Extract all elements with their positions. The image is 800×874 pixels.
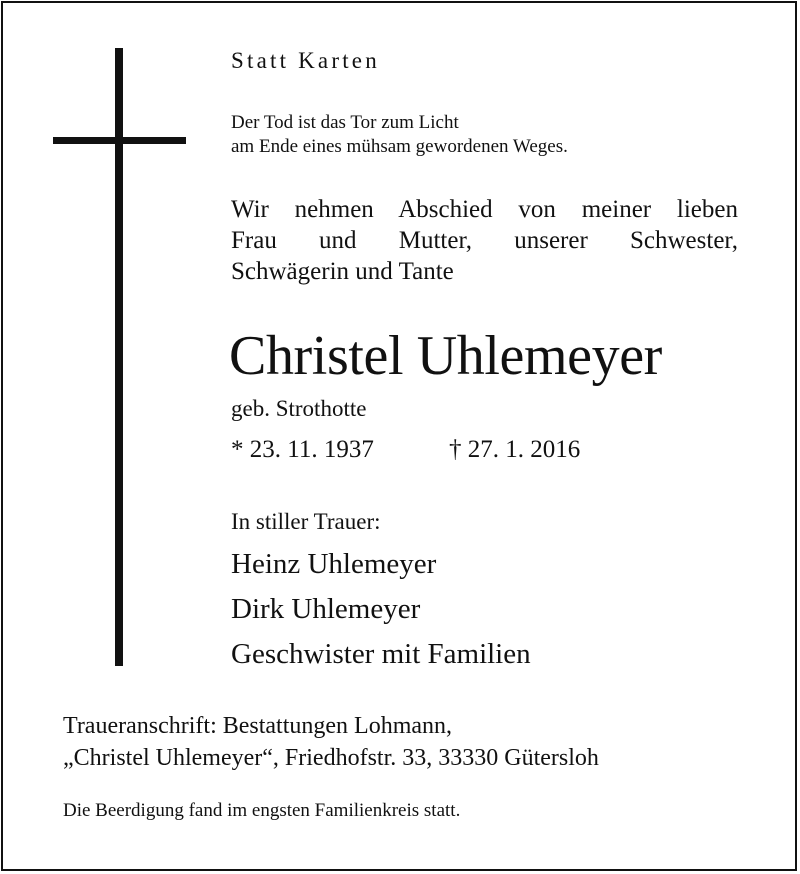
- closing-note: Die Beerdigung fand im engsten Familienkreis statt.: [63, 800, 461, 821]
- mourner-1: Heinz Uhlemeyer: [231, 548, 437, 580]
- farewell-line-2: Frau und Mutter, unserer Schwester,: [231, 227, 738, 254]
- cross-horizontal-bar: [53, 137, 186, 144]
- address-line-2: „Christel Uhlemeyer“, Friedhofstr. 33, 33330 Gütersloh: [63, 745, 599, 771]
- deceased-name: Christel Uhlemeyer: [229, 325, 662, 387]
- birth-name: geb. Strothotte: [231, 396, 367, 421]
- mourning-label: In stiller Trauer:: [231, 509, 381, 534]
- address-line-1: Traueranschrift: Bestattungen Lohmann,: [63, 713, 453, 739]
- farewell-line-3: Schwägerin und Tante: [231, 258, 454, 285]
- mourner-2: Dirk Uhlemeyer: [231, 593, 421, 625]
- birth-date: * 23. 11. 1937: [231, 436, 374, 463]
- mourner-3: Geschwister mit Familien: [231, 638, 531, 670]
- farewell-line-1: Wir nehmen Abschied von meiner lieben: [231, 196, 738, 223]
- quote-line-1: Der Tod ist das Tor zum Licht: [231, 112, 459, 133]
- header-statt-karten: Statt Karten: [231, 48, 380, 73]
- death-date: † 27. 1. 2016: [449, 436, 581, 463]
- quote-line-2: am Ende eines mühsam gewordenen Weges.: [231, 136, 568, 157]
